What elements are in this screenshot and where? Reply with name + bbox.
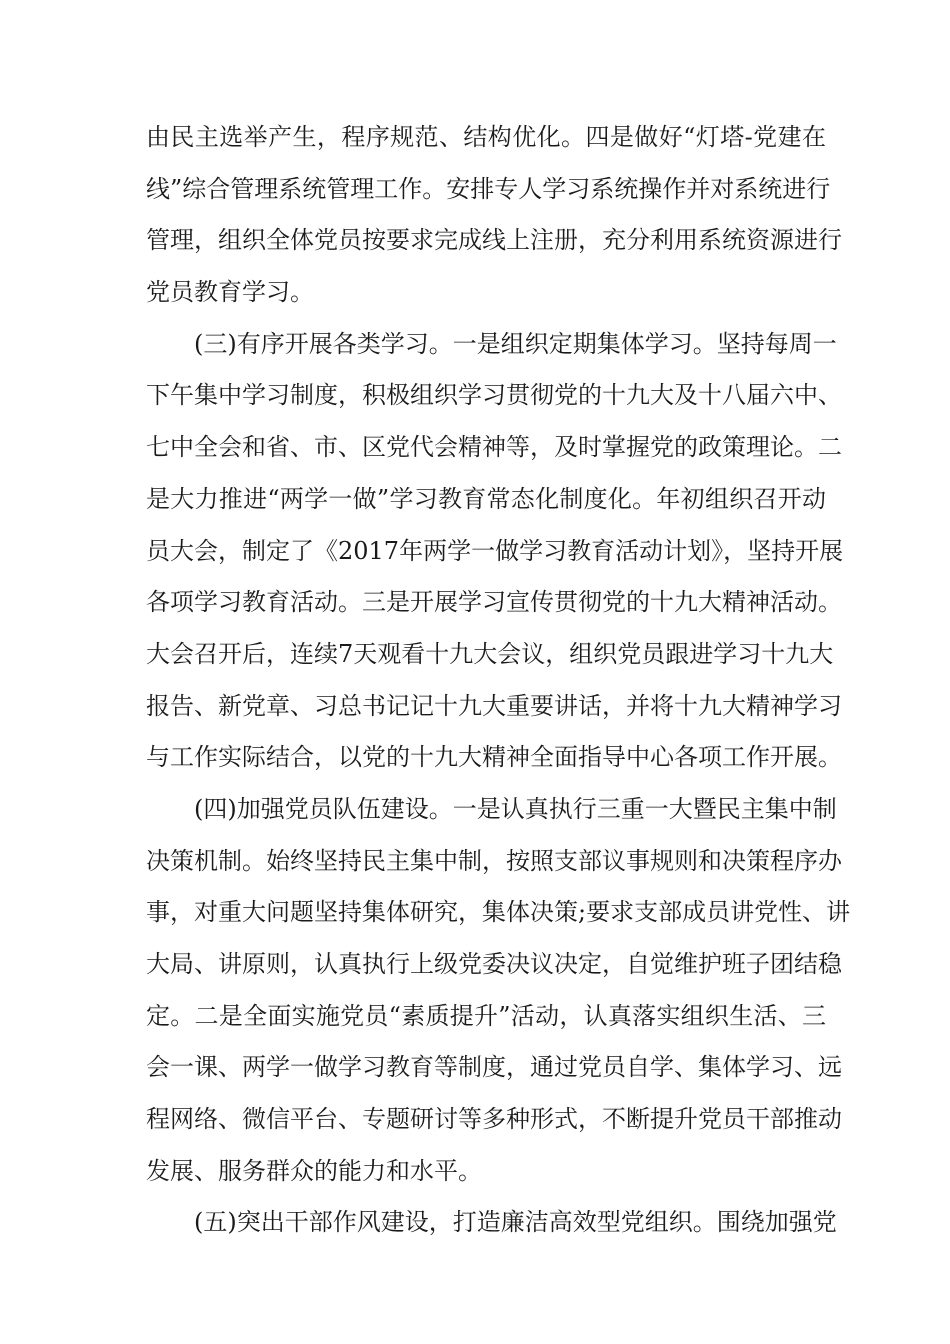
text-line: 大会召开后，连续7天观看十九大会议，组织党员跟进学习十九大 (146, 639, 834, 668)
text-line: 党员教育学习。 (146, 278, 314, 307)
text-line: (五)突出干部作风建设，打造廉洁高效型党组织。围绕加强党 (194, 1208, 837, 1237)
text-line: (四)加强党员队伍建设。一是认真执行三重一大暨民主集中制 (194, 794, 837, 823)
document-body (146, 112, 851, 1249)
text-line: 报告、新党章、习总书记记十九大重要讲话，并将十九大精神学习 (146, 691, 842, 720)
text-line: 事，对重大问题坚持集体研究，集体决策;要求支部成员讲党性、讲 (146, 898, 851, 927)
text-line: 是大力推进“两学一做”学习教育常态化制度化。年初组织召开动 (146, 484, 826, 513)
text-line: (三)有序开展各类学习。一是组织定期集体学习。坚持每周一 (194, 329, 837, 358)
text-line: 各项学习教育活动。三是开展学习宣传贯彻党的十九大精神活动。 (146, 588, 842, 617)
text-line: 与工作实际结合，以党的十九大精神全面指导中心各项工作开展。 (146, 743, 842, 772)
text-line: 线”综合管理系统管理工作。安排专人学习系统操作并对系统进行 (146, 174, 831, 203)
text-line: 大局、讲原则，认真执行上级党委决议决定，自觉维护班子团结稳 (146, 950, 842, 978)
text-line: 会一课、两学一做学习教育等制度，通过党员自学、集体学习、远 (146, 1053, 842, 1082)
text-line: 发展、服务群众的能力和水平。 (146, 1156, 482, 1185)
text-line: 程网络、微信平台、专题研讨等多种形式，不断提升党员干部推动 (146, 1105, 842, 1134)
text-line: 下午集中学习制度，积极组织学习贯彻党的十九大及十八届六中、 (146, 381, 842, 410)
text-line: 员大会，制定了《2017年两学一做学习教育活动计划》，坚持开展 (146, 536, 844, 565)
text-line: 定。二是全面实施党员“素质提升”活动，认真落实组织生活、三 (146, 1001, 826, 1030)
text-line: 由民主选举产生，程序规范、结构优化。四是做好“灯塔-党建在 (146, 123, 826, 151)
text-line: 管理，组织全体党员按要求完成线上注册，充分利用系统资源进行 (146, 226, 842, 255)
text-line: 决策机制。始终坚持民主集中制，按照支部议事规则和决策程序办 (146, 846, 842, 875)
text-line: 七中全会和省、市、区党代会精神等，及时掌握党的政策理论。二 (146, 433, 842, 462)
